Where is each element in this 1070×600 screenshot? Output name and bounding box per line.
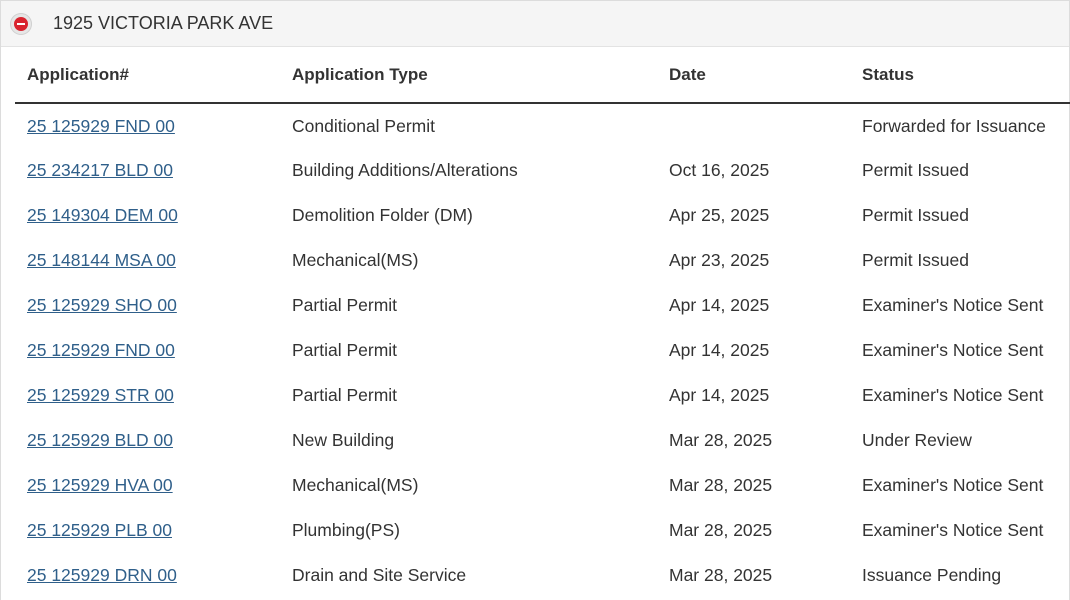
application-cell	[15, 508, 280, 553]
status-cell: Examiner's Notice Sent	[862, 295, 1044, 315]
application-cell	[15, 373, 280, 418]
status-cell: Issuance Pending	[862, 565, 1002, 585]
table-row	[15, 463, 1070, 508]
table-row	[15, 553, 1070, 598]
table-row	[15, 193, 1070, 238]
date-cell: Apr 25, 2025	[669, 205, 770, 225]
date-cell: Mar 28, 2025	[669, 520, 773, 540]
collapse-button[interactable]	[10, 13, 32, 35]
application-cell	[15, 103, 280, 148]
date-cell: Mar 28, 2025	[669, 430, 773, 450]
application-link[interactable]: 25 125929 FND 00	[27, 115, 175, 136]
table-row	[15, 148, 1070, 193]
table-row	[15, 508, 1070, 553]
table-row	[15, 373, 1070, 418]
status-cell: Examiner's Notice Sent	[862, 475, 1044, 495]
status-cell: Permit Issued	[862, 160, 969, 180]
type-cell: Drain and Site Service	[292, 565, 467, 585]
panel-header	[1, 1, 1069, 47]
application-link[interactable]: 25 125929 BLD 00	[27, 430, 173, 450]
date-cell: Mar 28, 2025	[669, 475, 773, 495]
application-cell	[15, 193, 280, 238]
application-link[interactable]: 25 125929 HVA 00	[27, 475, 173, 495]
application-cell	[15, 148, 280, 193]
date-cell: Apr 14, 2025	[669, 385, 770, 405]
table-header-row	[15, 47, 1070, 103]
status-cell: Forwarded for Issuance	[862, 115, 1046, 136]
type-cell: Conditional Permit	[292, 115, 435, 136]
application-link[interactable]: 25 125929 PLB 00	[27, 520, 172, 540]
date-cell: Mar 28, 2025	[669, 565, 773, 585]
date-cell: Apr 14, 2025	[669, 340, 770, 360]
application-link[interactable]: 25 148144 MSA 00	[27, 250, 176, 270]
type-cell: Demolition Folder (DM)	[292, 205, 473, 225]
application-cell	[15, 328, 280, 373]
application-link[interactable]: 25 125929 DRN 00	[27, 565, 177, 585]
minus-circle-icon	[14, 17, 28, 31]
status-cell: Under Review	[862, 430, 972, 450]
application-cell	[15, 463, 280, 508]
panel-title: 1925 VICTORIA PARK AVE	[53, 13, 274, 33]
table-row	[15, 103, 1070, 148]
table-row	[15, 418, 1070, 463]
application-cell	[15, 283, 280, 328]
application-cell	[15, 418, 280, 463]
type-cell: Partial Permit	[292, 340, 398, 360]
column-header-type[interactable]: Application Type	[280, 47, 657, 103]
application-cell	[15, 238, 280, 283]
type-cell: Partial Permit	[292, 385, 398, 405]
column-header-date[interactable]: Date	[657, 47, 850, 103]
status-cell: Examiner's Notice Sent	[862, 520, 1044, 540]
date-cell: Oct 16, 2025	[669, 160, 770, 180]
type-cell: Mechanical(MS)	[292, 250, 419, 270]
application-link[interactable]: 25 125929 FND 00	[27, 340, 175, 360]
table-row	[15, 328, 1070, 373]
applications-table-wrap	[15, 47, 1070, 598]
application-link[interactable]: 25 125929 STR 00	[27, 385, 174, 405]
application-link[interactable]: 25 149304 DEM 00	[27, 205, 178, 225]
applications-table	[15, 47, 1070, 598]
type-cell: New Building	[292, 430, 395, 450]
table-row	[15, 238, 1070, 283]
status-cell: Permit Issued	[862, 205, 969, 225]
column-header-application[interactable]: Application#	[15, 47, 280, 103]
application-cell	[15, 553, 280, 598]
date-cell	[657, 103, 850, 148]
date-cell: Apr 14, 2025	[669, 295, 770, 315]
application-link[interactable]: 25 234217 BLD 00	[27, 160, 173, 180]
type-cell: Building Additions/Alterations	[292, 160, 518, 180]
date-cell: Apr 23, 2025	[669, 250, 770, 270]
status-cell: Permit Issued	[862, 250, 969, 270]
type-cell: Partial Permit	[292, 295, 398, 315]
table-row	[15, 283, 1070, 328]
status-cell: Examiner's Notice Sent	[862, 385, 1044, 405]
application-link[interactable]: 25 125929 SHO 00	[27, 295, 177, 315]
type-cell: Mechanical(MS)	[292, 475, 419, 495]
column-header-status[interactable]: Status	[850, 47, 1070, 103]
type-cell: Plumbing(PS)	[292, 520, 400, 540]
status-cell: Examiner's Notice Sent	[862, 340, 1044, 360]
